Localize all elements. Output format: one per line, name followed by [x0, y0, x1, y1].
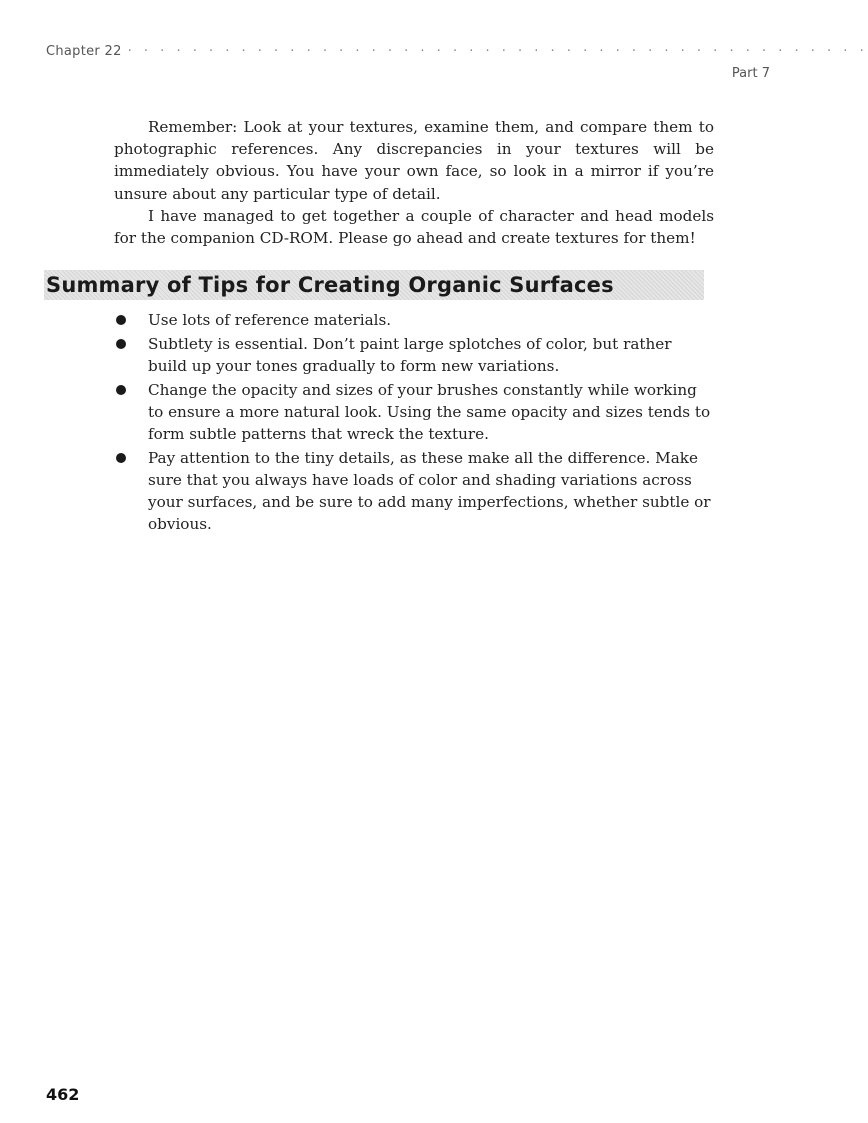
body-text	[114, 116, 714, 249]
list-item-text: Use lots of reference materials.	[148, 311, 392, 329]
list-item-text: Subtlety is essential. Don’t paint large splotches of color, but rather build up your tones gradually to form new variations.	[148, 334, 672, 375]
list-item	[114, 309, 714, 331]
section-heading-bar	[44, 270, 704, 300]
header-leader-dots: · · · · · · · · · · · · · · · · · · · · · · · · · · · · · · · · · · · · · · · · · · · · · ·	[127, 44, 868, 59]
page-number: 462	[46, 1085, 80, 1104]
paragraph: I have managed to get together a couple of character and head models for the companion CD-ROM. Please go ahead and create textures for them!	[114, 206, 714, 248]
list-item-text: Change the opacity and sizes of your brushes constantly while working to ensure a more natural look. Using the same opacity and sizes tends to form subtle patterns that wreck the texture.	[148, 380, 711, 444]
section-title: Summary of Tips for Creating Organic Surfaces	[46, 273, 614, 297]
list-item	[114, 379, 714, 446]
running-header	[46, 44, 868, 59]
bullet-icon	[116, 453, 126, 463]
list-item	[114, 333, 714, 377]
chapter-label: Chapter 22	[46, 44, 122, 59]
bullet-icon	[116, 315, 126, 325]
list-item	[114, 447, 714, 536]
bullet-icon	[116, 339, 126, 349]
part-label: Part 7	[731, 66, 770, 81]
list-item-text: Pay attention to the tiny details, as these make all the difference. Make sure that you always have loads of color and shading variations across your surfaces, and be sure to add many imperfections, whether subtle or obvious.	[148, 448, 711, 534]
tips-list	[114, 309, 714, 537]
bullet-icon	[116, 385, 126, 395]
paragraph: Remember: Look at your textures, examine them, and compare them to photographic references. Any discrepancies in your textures will be immediately obvious. You have your own face, so look in a mirror if you’re unsure about any particular type of detail.	[114, 118, 714, 203]
